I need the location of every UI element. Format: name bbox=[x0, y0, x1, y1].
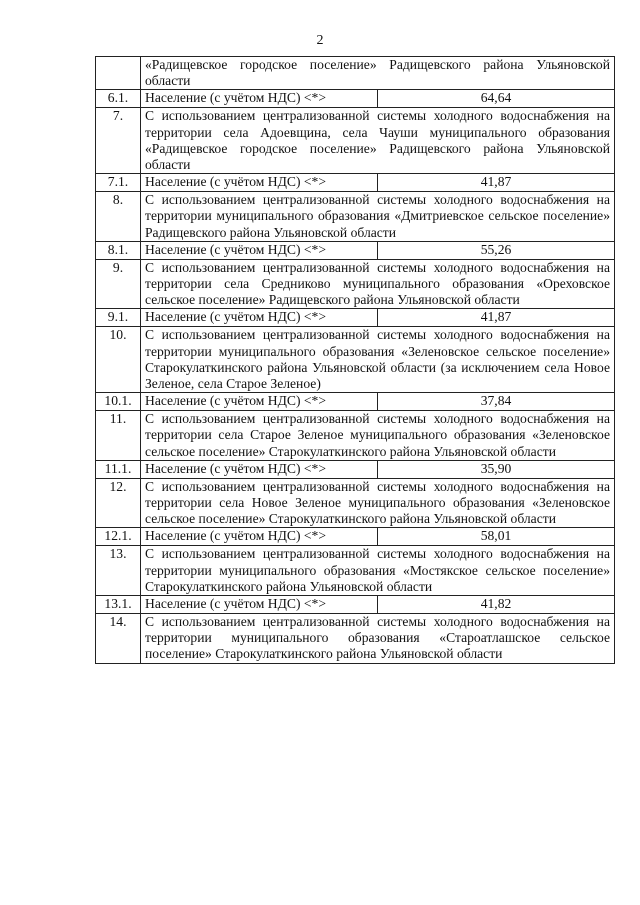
row-number: 7. bbox=[96, 108, 141, 174]
section-description: С использованием централизованной системы холодного водоснабжения на территории муниципального образования «Дмитриевское сельское поселение» Радищевского района Ульяновской области bbox=[141, 192, 615, 242]
row-number: 7.1. bbox=[96, 174, 141, 192]
consumer-group-label: Население (с учётом НДС) <*> bbox=[141, 309, 378, 327]
row-number bbox=[96, 57, 141, 90]
section-row bbox=[96, 108, 615, 174]
consumer-group-label: Население (с учётом НДС) <*> bbox=[141, 241, 378, 259]
tariff-value: 41,87 bbox=[378, 174, 615, 192]
consumer-group-label: Население (с учётом НДС) <*> bbox=[141, 528, 378, 546]
section-description: С использованием централизованной системы холодного водоснабжения на территории села Адоевщина, села Чауши муниципального образования «Радищевское городское поселение» Радищевского района Ульяновской области bbox=[141, 108, 615, 174]
section-description: С использованием централизованной системы холодного водоснабжения на территории села Средниково муниципального образования «Ореховское сельское поселение» Радищевского района Ульяновской области bbox=[141, 259, 615, 309]
section-row bbox=[96, 57, 615, 90]
row-number: 12. bbox=[96, 478, 141, 528]
row-number: 10.1. bbox=[96, 393, 141, 411]
row-number: 6.1. bbox=[96, 90, 141, 108]
tariff-row bbox=[96, 241, 615, 259]
consumer-group-label: Население (с учётом НДС) <*> bbox=[141, 460, 378, 478]
row-number: 12.1. bbox=[96, 528, 141, 546]
section-row bbox=[96, 327, 615, 393]
tariff-value: 41,82 bbox=[378, 596, 615, 614]
row-number: 8.1. bbox=[96, 241, 141, 259]
section-description: С использованием централизованной системы холодного водоснабжения на территории села Старое Зеленое муниципального образования «Зеленовское сельское поселение» Старокулаткинского района Ульяновской области bbox=[141, 411, 615, 461]
consumer-group-label: Население (с учётом НДС) <*> bbox=[141, 393, 378, 411]
tariff-value: 58,01 bbox=[378, 528, 615, 546]
section-description: С использованием централизованной системы холодного водоснабжения на территории села Новое Зеленое муниципального образования «Зеленовское сельское поселение» Старокулаткинского района Ульяновской области bbox=[141, 478, 615, 528]
consumer-group-label: Население (с учётом НДС) <*> bbox=[141, 174, 378, 192]
section-row bbox=[96, 614, 615, 664]
section-row bbox=[96, 546, 615, 596]
consumer-group-label: Население (с учётом НДС) <*> bbox=[141, 596, 378, 614]
tariff-row bbox=[96, 90, 615, 108]
tariff-value: 55,26 bbox=[378, 241, 615, 259]
tariff-row bbox=[96, 528, 615, 546]
row-number: 14. bbox=[96, 614, 141, 664]
row-number: 11.1. bbox=[96, 460, 141, 478]
tariff-row bbox=[96, 393, 615, 411]
tariff-row bbox=[96, 309, 615, 327]
row-number: 9.1. bbox=[96, 309, 141, 327]
tariff-value: 64,64 bbox=[378, 90, 615, 108]
tariff-value: 35,90 bbox=[378, 460, 615, 478]
tariff-table bbox=[95, 56, 615, 664]
row-number: 8. bbox=[96, 192, 141, 242]
row-number: 13. bbox=[96, 546, 141, 596]
section-description: С использованием централизованной системы холодного водоснабжения на территории муниципального образования «Мостякское сельское поселение» Старокулаткинского района Ульяновской области bbox=[141, 546, 615, 596]
section-row bbox=[96, 411, 615, 461]
tariff-value: 37,84 bbox=[378, 393, 615, 411]
section-row bbox=[96, 478, 615, 528]
row-number: 10. bbox=[96, 327, 141, 393]
tariff-table-body bbox=[96, 57, 615, 664]
section-row bbox=[96, 192, 615, 242]
row-number: 9. bbox=[96, 259, 141, 309]
page-number: 2 bbox=[316, 33, 324, 48]
consumer-group-label: Население (с учётом НДС) <*> bbox=[141, 90, 378, 108]
tariff-row bbox=[96, 460, 615, 478]
section-description: С использованием централизованной системы холодного водоснабжения на территории муниципального образования «Староатлашское сельское поселение» Старокулаткинского района Ульяновской области bbox=[141, 614, 615, 664]
tariff-row bbox=[96, 174, 615, 192]
tariff-value: 41,87 bbox=[378, 309, 615, 327]
section-description: «Радищевское городское поселение» Радищевского района Ульяновской области bbox=[141, 57, 615, 90]
section-description: С использованием централизованной системы холодного водоснабжения на территории муниципального образования «Зеленовское сельское поселение» Старокулаткинского района Ульяновской области (за исключением села Новое Зеленое, села Старое Зеленое) bbox=[141, 327, 615, 393]
row-number: 11. bbox=[96, 411, 141, 461]
tariff-row bbox=[96, 596, 615, 614]
row-number: 13.1. bbox=[96, 596, 141, 614]
section-row bbox=[96, 259, 615, 309]
